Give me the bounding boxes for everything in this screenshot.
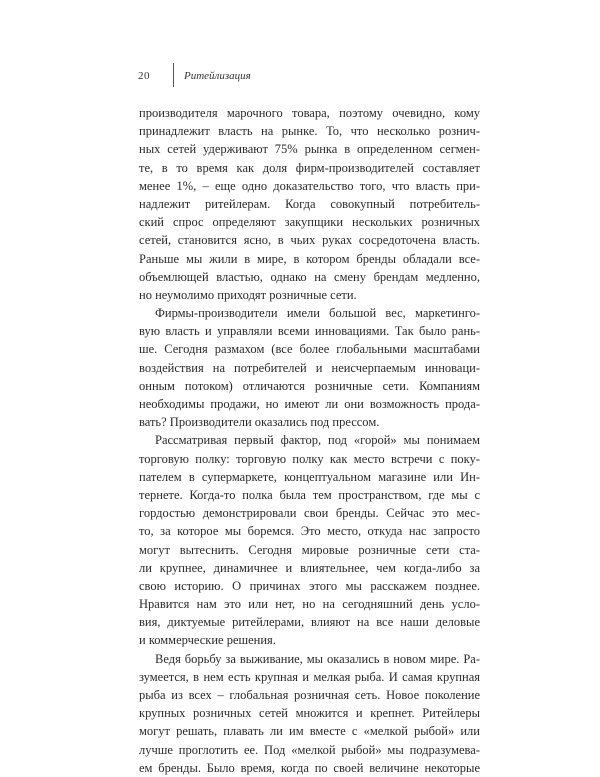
paragraph: [139, 431, 480, 649]
text-line: объемлющей властью, однако на смену брендам медленно,: [139, 269, 480, 284]
text-line: могут решать, плавать ли им вместе с «мелкой рыбой» или: [139, 724, 480, 739]
paragraph: [139, 304, 480, 431]
text-line: менее 1%, – еще одно доказательство того, что власть при-: [139, 178, 480, 193]
text-line: тернете. Когда-то полка была тем пространством, где мы с: [139, 487, 480, 502]
text-line: могут вытеснить. Сегодня мировые розничные сети ста-: [139, 542, 480, 557]
text-line: Раньше мы жили в мире, в котором бренды обладали все-: [139, 251, 480, 266]
text-line: вия, диктуемые ритейлерами, влияют на все наши деловые: [139, 615, 480, 630]
paragraph: [139, 104, 480, 304]
page-number: 20: [138, 70, 150, 82]
text-line: но неумолимо приходят розничные сети.: [139, 287, 357, 302]
body-text: [139, 104, 480, 777]
text-line: онным потоком) отличаются розничные сети. Компаниям: [139, 378, 480, 393]
text-line: то, за которое мы боремся. Это место, откуда нас запросто: [139, 524, 480, 539]
text-line: и коммерческие решения.: [139, 633, 276, 648]
text-line: принадлежит власть на рынке. То, что несколько рознич-: [139, 124, 480, 139]
text-line: Рассматривая первый фактор, под «горой» мы понимаем: [155, 433, 480, 448]
text-line: те, в то время как доля фирм-производителей составляет: [139, 160, 480, 175]
text-line: надлежит ритейлерам. Когда совокупный потребитель-: [139, 196, 480, 211]
text-line: воздействия на потребителей и неисчерпаемым инноваци-: [139, 360, 480, 375]
text-line: ский спрос определяют закупщики нескольких розничных: [139, 215, 480, 230]
text-line: гордостью демонстрировали свои бренды. Сейчас это мес-: [139, 506, 480, 521]
text-line: лучше проглотить ее. Под «мелкой рыбой» мы подразумева-: [139, 742, 480, 757]
text-line: вую власть и управляли всеми инновациями. Так было рань-: [139, 324, 480, 339]
text-line: Нравится нам это или нет, но на сегодняшний день усло-: [139, 597, 480, 612]
text-line: торговую полку: торговую полку как место встречи с поку-: [139, 451, 480, 466]
header-divider: [173, 63, 174, 87]
text-line: сетей, становится ясно, в чьих руках сосредоточена власть.: [139, 233, 480, 248]
text-line: необходимы продажи, но имеют ли они возможность прода-: [139, 397, 480, 411]
text-line: ных сетей удерживают 75% рынка в определенном сегмен-: [139, 142, 480, 157]
text-line: Ведя борьбу за выживание, мы оказались в новом мире. Ра-: [155, 651, 480, 666]
text-line: ем бренды. Было время, когда по своей величине некоторые: [139, 760, 480, 775]
text-line: рыба из всех – глобальная розничная сеть. Новое поколение: [139, 688, 480, 702]
text-line: ли крупнее, динамичнее и влиятельнее, чем когда-либо за: [139, 560, 480, 575]
text-line: Фирмы-производители имели большой вес, маркетинго-: [155, 306, 480, 321]
text-line: производителя марочного товара, поэтому очевидно, кому: [139, 106, 480, 120]
text-line: зумеется, в нем есть крупная и мелкая рыба. И самая крупная: [139, 669, 480, 684]
running-title: Ритейлизация: [184, 70, 251, 82]
paragraph: [139, 650, 480, 777]
text-line: вать? Производители оказались под прессом.: [139, 415, 380, 430]
text-line: крупных розничных сетей множится и крепнет. Ритейлеры: [139, 706, 480, 721]
text-line: пателем в супермаркете, концептуальном магазине или Ин-: [139, 469, 480, 484]
text-line: свою историю. О причинах этого мы расскажем позднее.: [139, 578, 480, 593]
text-line: ше. Сегодня размахом (все более глобальными масштабами: [139, 342, 480, 357]
